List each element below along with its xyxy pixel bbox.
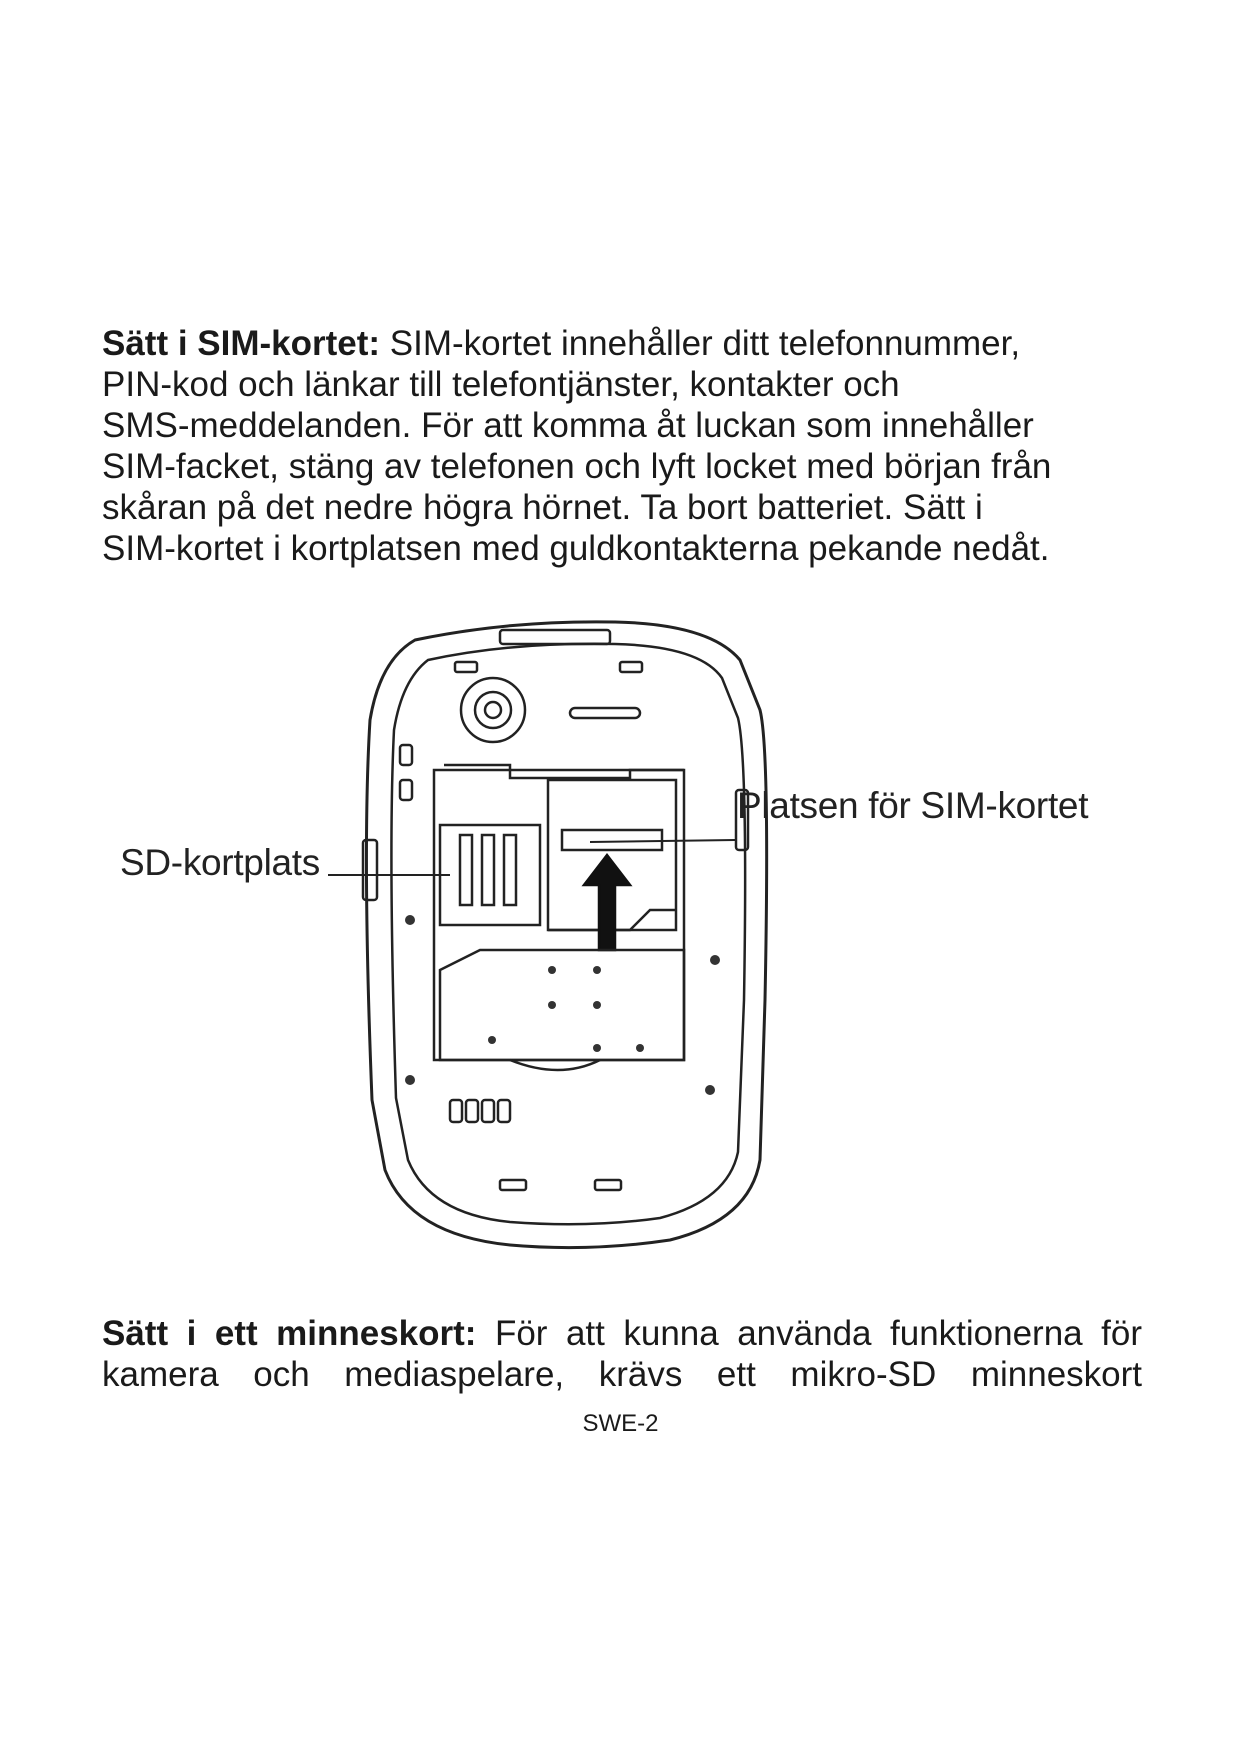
camera-lens-inner xyxy=(485,702,501,718)
memory-card-heading: Sätt i ett minneskort: xyxy=(102,1314,477,1353)
sim-text-line-3: SMS-meddelanden. För att komma åt luckan som innehåller xyxy=(102,406,1034,445)
battery-bay-top-edge xyxy=(444,765,684,778)
side-button-1 xyxy=(400,745,412,765)
phone-inner-shell xyxy=(391,644,745,1224)
memory-text-line-1 xyxy=(102,1313,1142,1354)
camera-lens-outer xyxy=(461,678,525,742)
memory-text-line-2: kamera och mediaspelare, krävs ett mikro-SD minneskort xyxy=(102,1355,1142,1394)
phone-back-diagram xyxy=(110,600,1160,1300)
circuit-board-outline xyxy=(440,950,684,1060)
board-screws xyxy=(405,915,720,1095)
sim-card-heading: Sätt i SIM-kortet: xyxy=(102,324,381,363)
bottom-clip-left xyxy=(500,1180,526,1190)
sim-text-line-5: skåran på det nedre högra hörnet. Ta bort batteriet. Sätt i xyxy=(102,488,983,527)
phone-outer-shell xyxy=(366,622,766,1248)
top-clip-left xyxy=(455,662,477,672)
sd-slot-label: SD-kortplats xyxy=(120,842,320,883)
bottom-connectors xyxy=(450,1100,510,1122)
top-notch xyxy=(500,630,610,644)
sim-text-line-2: PIN-kod och länkar till telefontjänster, kontakter och xyxy=(102,365,900,404)
sim-text-line-6: SIM-kortet i kortplatsen med guldkontakterna pekande nedåt. xyxy=(102,529,1050,568)
bottom-clip-right xyxy=(595,1180,621,1190)
top-clip-right xyxy=(620,662,642,672)
memory-text-1: För att kunna använda funktionerna för xyxy=(476,1314,1142,1353)
phone-illustration xyxy=(110,600,1160,1300)
sim-text-line-4: SIM-facket, stäng av telefonen och lyft locket med början från xyxy=(102,447,1052,486)
sd-slot-contact-3 xyxy=(504,835,516,905)
sim-leader-line xyxy=(590,840,735,842)
speaker-slot xyxy=(570,708,640,718)
page-number: SWE-2 xyxy=(582,1410,659,1437)
battery-contact-arc xyxy=(510,1060,600,1070)
side-button-2 xyxy=(400,780,412,800)
sd-slot-contact-1 xyxy=(460,835,472,905)
memory-card-paragraph xyxy=(102,1313,1142,1395)
sim-card-window xyxy=(562,830,662,850)
insert-arrow xyxy=(584,855,630,950)
sd-slot-contact-2 xyxy=(482,835,494,905)
camera-lens-mid xyxy=(475,692,511,728)
sd-card-slot xyxy=(440,825,540,925)
sim-card-paragraph xyxy=(102,323,1142,569)
sim-slot-label: Platsen för SIM-kortet xyxy=(737,785,1089,826)
sim-text-line-1: SIM-kortet innehåller ditt telefonnummer, xyxy=(380,324,1021,363)
